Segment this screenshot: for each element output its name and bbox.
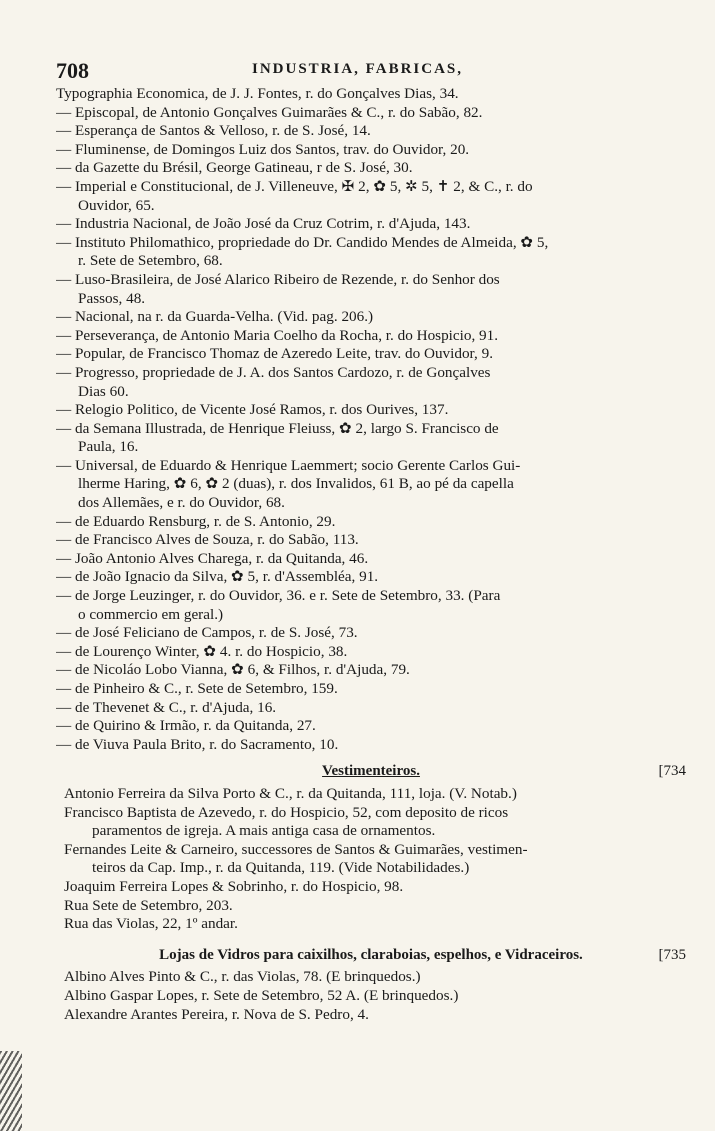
- list-item: Albino Gaspar Lopes, r. Sete de Setembro, 52 A. (E brinquedos.): [64, 986, 459, 1004]
- list-item-continuation: Paula, 16.: [78, 438, 139, 456]
- list-item: — de João Ignacio da Silva, ✿ 5, r. d'Assembléa, 91.: [56, 568, 379, 586]
- list-item-continuation: paramentos de igreja. A mais antiga casa de ornamentos.: [92, 822, 436, 840]
- list-item: — Fluminense, de Domingos Luiz dos Santos, trav. do Ouvidor, 20.: [56, 140, 470, 158]
- list-item: — Episcopal, de Antonio Gonçalves Guimarães & C., r. do Sabão, 82.: [56, 103, 483, 121]
- list-item: — Relogio Politico, de Vicente José Ramos, r. dos Ourives, 137.: [56, 401, 449, 419]
- list-item: — de José Feliciano de Campos, r. de S. José, 73.: [56, 624, 358, 642]
- list-item: — João Antonio Alves Charega, r. da Quitanda, 46.: [56, 549, 369, 567]
- list-item: — de Thevenet & C., r. d'Ajuda, 16.: [56, 698, 277, 716]
- list-item: — Esperança de Santos & Velloso, r. de S. José, 14.: [56, 122, 371, 140]
- list-item-continuation: dos Allemães, e r. do Ouvidor, 68.: [78, 494, 285, 512]
- list-item: — Imperial e Constitucional, de J. Villeneuve, ✠ 2, ✿ 5, ✲ 5, ✝ 2, & C., r. do: [56, 177, 533, 195]
- list-item-continuation: Ouvidor, 65.: [78, 196, 155, 214]
- list-item-continuation: r. Sete de Setembro, 68.: [78, 252, 223, 270]
- list-item: Francisco Baptista de Azevedo, r. do Hospicio, 52, com deposito de ricos: [64, 803, 509, 821]
- list-item: — da Semana Illustrada, de Henrique Fleiuss, ✿ 2, largo S. Francisco de: [56, 419, 499, 437]
- list-item: — Nacional, na r. da Guarda-Velha. (Vid. pag. 206.): [56, 308, 374, 326]
- body-text: [56, 85, 686, 1024]
- section-title-vidros: [56, 946, 686, 965]
- page-corner-ornament: [0, 1051, 22, 1131]
- list-item: — de Pinheiro & C., r. Sete de Setembro, 159.: [56, 680, 338, 697]
- list-item: Joaquim Ferreira Lopes & Sobrinho, r. do Hospicio, 98.: [64, 877, 404, 895]
- list-item: Typographia Economica, de J. J. Fontes, r. do Gonçalves Dias, 34.: [56, 85, 459, 102]
- list-item: Fernandes Leite & Carneiro, successores de Santos & Guimarães, vestimen-: [64, 840, 528, 858]
- list-item: — da Gazette du Brésil, George Gatineau, r de S. José, 30.: [56, 159, 413, 177]
- section-number: [734: [658, 763, 686, 780]
- list-item: Rua das Violas, 22, 1º andar.: [64, 915, 238, 933]
- list-item-continuation: lherme Haring, ✿ 6, ✿ 2 (duas), r. dos Invalidos, 61 B, ao pé da capella: [78, 475, 514, 493]
- page-number: 708: [56, 58, 89, 83]
- list-item: — Luso-Brasileira, de José Alarico Ribeiro de Rezende, r. do Senhor dos: [56, 270, 500, 288]
- section-title-vestimenteiros: [56, 762, 686, 781]
- list-item-continuation: o commercio em geral.): [78, 605, 224, 623]
- section-title-text: Lojas de Vidros para caixilhos, claraboias, espelhos, e Vidraceiros.: [159, 946, 583, 963]
- list-item: — de Nicoláo Lobo Vianna, ✿ 6, & Filhos, r. d'Ajuda, 79.: [56, 661, 410, 679]
- section-number: [735: [658, 946, 686, 963]
- list-item: — Universal, de Eduardo & Henrique Laemmert; socio Gerente Carlos Gui-: [56, 456, 521, 474]
- list-item-continuation: teiros da Cap. Imp., r. da Quitanda, 119. (Vide Notabilidades.): [92, 859, 470, 877]
- list-item: — Progresso, propriedade de J. A. dos Santos Cardozo, r. de Gonçalves: [56, 363, 491, 381]
- page-header: [0, 58, 715, 84]
- list-item: — de Jorge Leuzinger, r. do Ouvidor, 36. e r. Sete de Setembro, 33. (Para: [56, 587, 501, 605]
- list-item: — de Lourenço Winter, ✿ 4. r. do Hospicio, 38.: [56, 642, 348, 660]
- vestimenteiros-list: [56, 785, 686, 934]
- list-item-continuation: Passos, 48.: [78, 289, 146, 307]
- list-item: Albino Alves Pinto & C., r. das Violas, 78. (E brinquedos.): [64, 968, 421, 986]
- list-item: — de Francisco Alves de Souza, r. do Sabão, 113.: [56, 531, 359, 549]
- list-item-continuation: Dias 60.: [78, 382, 129, 400]
- list-item: — Industria Nacional, de João José da Cruz Cotrim, r. d'Ajuda, 143.: [56, 215, 471, 233]
- typography-list: [56, 85, 686, 754]
- list-item: — Perseverança, de Antonio Maria Coelho da Rocha, r. do Hospicio, 91.: [56, 326, 499, 344]
- list-item: — de Quirino & Irmão, r. da Quitanda, 27.: [56, 717, 316, 735]
- list-item: Antonio Ferreira da Silva Porto & C., r. da Quitanda, 111, loja. (V. Notab.): [64, 784, 517, 802]
- list-item: — Instituto Philomathico, propriedade do Dr. Candido Mendes de Almeida, ✿ 5,: [56, 233, 549, 251]
- running-head: INDUSTRIA, FABRICAS,: [252, 61, 463, 77]
- list-item: — de Eduardo Rensburg, r. de S. Antonio, 29.: [56, 512, 336, 530]
- list-item: Alexandre Arantes Pereira, r. Nova de S. Pedro, 4.: [64, 1005, 369, 1023]
- list-item: — Popular, de Francisco Thomaz de Azeredo Leite, trav. do Ouvidor, 9.: [56, 345, 493, 363]
- vidros-list: [56, 968, 686, 1024]
- list-item: Rua Sete de Setembro, 203.: [64, 896, 233, 914]
- section-title-text: Vestimenteiros.: [322, 763, 420, 780]
- list-item: — de Viuva Paula Brito, r. do Sacramento, 10.: [56, 735, 339, 753]
